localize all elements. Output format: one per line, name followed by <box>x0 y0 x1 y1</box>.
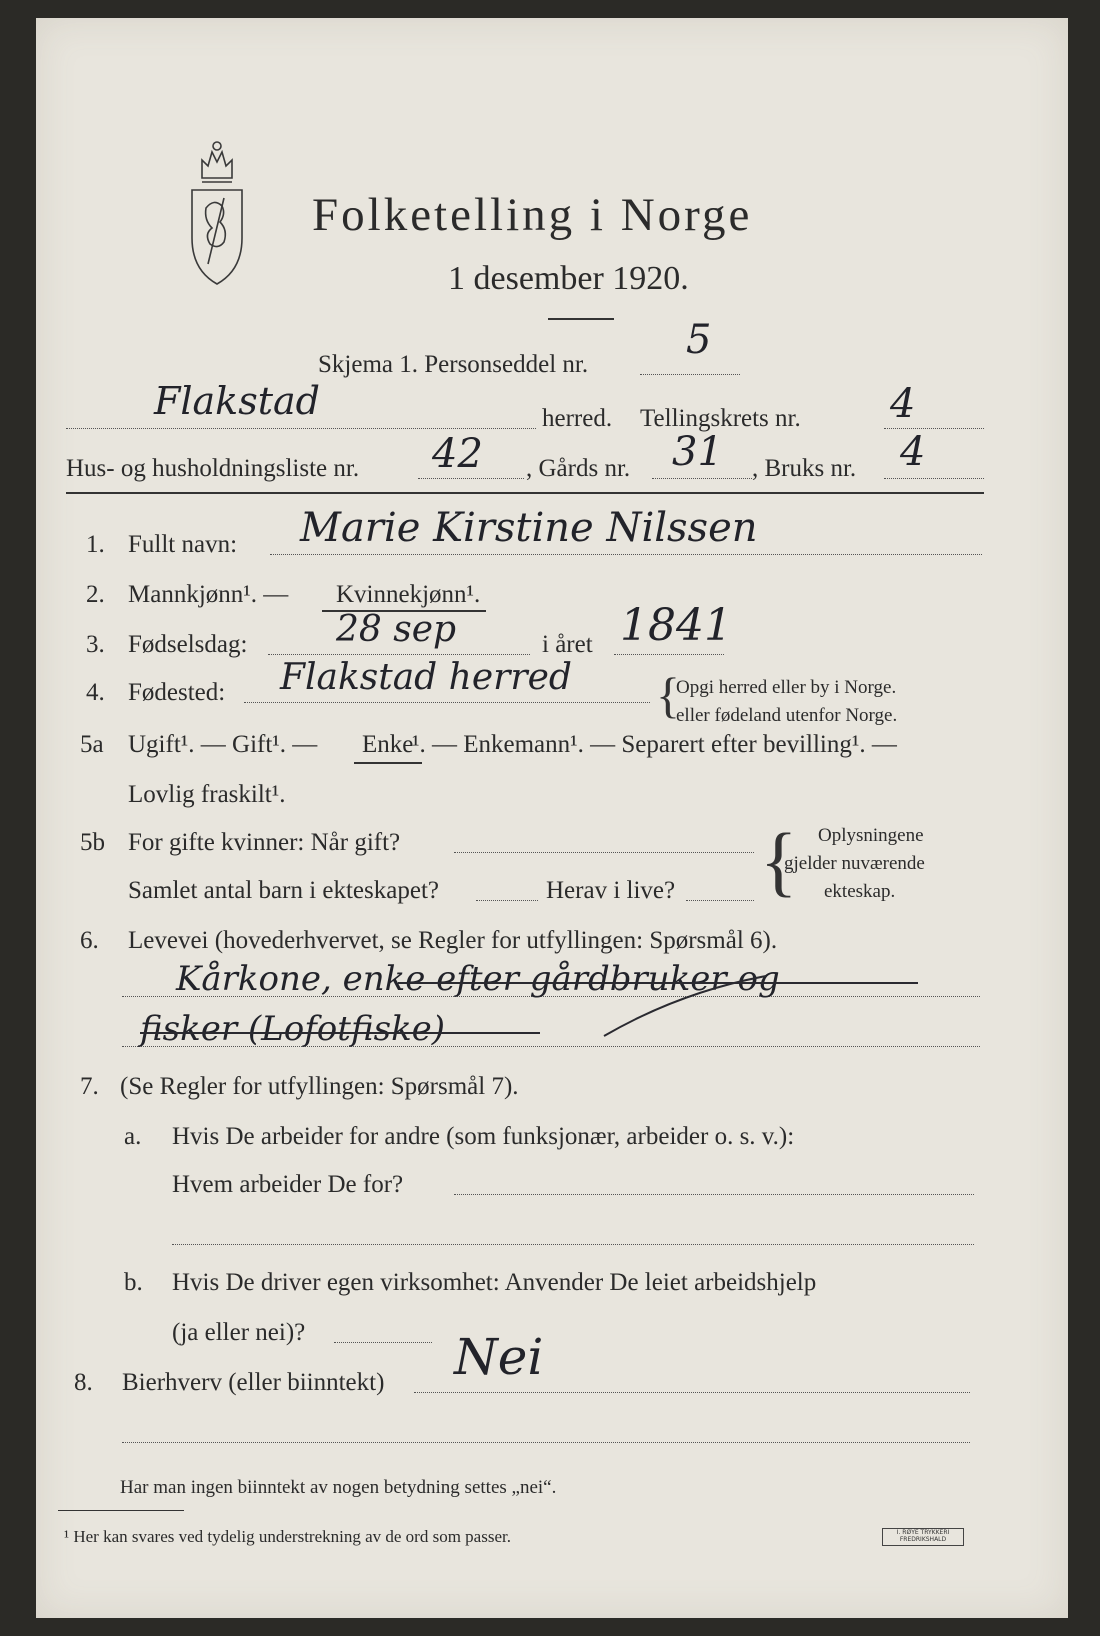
q5b-when-married: For gifte kvinner: Når gift? <box>128 829 401 856</box>
q5b-alive: Herav i live? <box>546 877 676 904</box>
q5b-number: 5b <box>80 829 105 856</box>
q7a-label-1: Hvis De arbeider for andre (som funksjonær, arbeider o. s. v.): <box>172 1123 795 1150</box>
q2-male-option: Mannkjønn¹. — <box>128 581 289 608</box>
tellingskrets-label: Tellingskrets nr. <box>640 405 801 432</box>
q5b-note-2: gjelder nuværende <box>784 853 925 874</box>
gards-label: , Gårds nr. <box>526 455 631 482</box>
q3-year-line <box>614 654 724 655</box>
side-income-value: Nei <box>454 1328 544 1386</box>
q5a-options-line2: Lovlig fraskilt¹. <box>128 781 286 808</box>
bruks-value: 4 <box>900 429 926 475</box>
q2-number: 2. <box>86 581 105 608</box>
q5a-enke-underline <box>354 762 422 764</box>
q5b-children-line <box>476 900 538 901</box>
q6-label: Levevei (hovederhvervet, se Regler for utfyllingen: Spørsmål 6). <box>128 927 778 954</box>
q5b-note-3: ekteskap. <box>824 881 896 902</box>
occupation-value-2: fisker (Lofotfiske) <box>140 1009 446 1049</box>
q8-number: 8. <box>74 1369 93 1396</box>
footnote-divider <box>58 1510 184 1511</box>
q5a-number: 5a <box>80 731 104 758</box>
herred-line <box>66 428 536 429</box>
birthplace-value: Flakstad herred <box>280 657 572 698</box>
tellingskrets-line <box>884 428 984 429</box>
q5b-brace: { <box>760 817 798 904</box>
full-name-value: Marie Kirstine Nilssen <box>300 505 758 551</box>
q3-label: Fødselsdag: <box>128 631 248 658</box>
bruks-label: , Bruks nr. <box>752 455 857 482</box>
husliste-label: Hus- og husholdningsliste nr. <box>66 455 360 482</box>
gards-line <box>652 478 752 479</box>
bruks-line <box>884 478 984 479</box>
printer-stamp: I. RØYE TRYKKERI FREDRIKSHALD <box>882 1528 964 1546</box>
q7b-letter: b. <box>124 1269 143 1296</box>
form-date: 1 desember 1920. <box>448 260 689 297</box>
q5b-children-total: Samlet antal barn i ekteskapet? <box>128 877 439 904</box>
q2-female-option: Kvinnekjønn¹. <box>336 581 481 608</box>
title-divider <box>548 318 614 320</box>
personseddel-nr-value: 5 <box>686 317 712 363</box>
q8-label: Bierhverv (eller biinntekt) <box>122 1369 385 1396</box>
q4-label: Fødested: <box>128 679 226 706</box>
note-text: Har man ingen biinntekt av nogen betydning settes „nei“. <box>120 1477 557 1498</box>
q6-number: 6. <box>80 927 99 954</box>
personseddel-nr-line <box>640 374 740 375</box>
q4-brace: { <box>656 667 680 723</box>
occupation-cross-stroke <box>600 972 770 1042</box>
q4-note-1: Opgi herred eller by i Norge. <box>676 677 897 698</box>
q7b-label-2: (ja eller nei)? <box>172 1319 306 1346</box>
q8-line-1 <box>414 1392 970 1393</box>
q4-number: 4. <box>86 679 105 706</box>
q5a-enke-option: Enke <box>362 731 414 758</box>
q7a-line-1 <box>454 1194 974 1195</box>
schema-label: Skjema 1. Personseddel nr. <box>318 351 589 378</box>
q1-line <box>270 554 982 555</box>
occupation-strike-2 <box>140 1032 540 1034</box>
q4-note-2: eller fødeland utenfor Norge. <box>676 705 898 726</box>
norway-coat-of-arms-icon <box>188 138 246 286</box>
q1-label: Fullt navn: <box>128 531 238 558</box>
q3-day-line <box>268 654 530 655</box>
q3-year-label: i året <box>542 631 593 658</box>
header-divider <box>66 492 984 494</box>
birth-year-value: 1841 <box>620 600 732 651</box>
q1-number: 1. <box>86 531 105 558</box>
q4-line <box>244 702 650 703</box>
q5b-when-line <box>454 852 754 853</box>
q5a-options-a: Ugift¹. — Gift¹. — <box>128 731 318 758</box>
q7-label: (Se Regler for utfyllingen: Spørsmål 7). <box>120 1073 519 1100</box>
q7a-line-2 <box>172 1244 974 1245</box>
q7a-letter: a. <box>124 1123 142 1150</box>
footnote-text: ¹ Her kan svares ved tydelig understrekning av de ord som passer. <box>64 1527 511 1546</box>
herred-label: herred. <box>542 405 613 432</box>
q7-number: 7. <box>80 1073 99 1100</box>
tellingskrets-value: 4 <box>890 381 916 427</box>
husliste-value: 42 <box>432 431 483 477</box>
form-title: Folketelling i Norge <box>312 189 753 241</box>
q5a-options-c: ¹. — Enkemann¹. — Separert efter bevilling¹. — <box>412 731 897 758</box>
q8-line-2 <box>122 1442 970 1443</box>
q5b-note-1: Oplysningene <box>818 825 924 846</box>
q3-number: 3. <box>86 631 105 658</box>
q7a-label-2: Hvem arbeider De for? <box>172 1171 404 1198</box>
q7b-line <box>334 1342 432 1343</box>
gards-value: 31 <box>672 429 723 475</box>
herred-value: Flakstad <box>154 379 320 423</box>
birthdate-value: 28 sep <box>336 609 457 650</box>
husliste-line <box>418 478 524 479</box>
occupation-value-1: Kårkone, enke efter gårdbruker og <box>176 959 780 999</box>
q7b-label-1: Hvis De driver egen virksomhet: Anvender De leiet arbeidshjelp <box>172 1269 817 1296</box>
q5b-alive-line <box>686 900 754 901</box>
